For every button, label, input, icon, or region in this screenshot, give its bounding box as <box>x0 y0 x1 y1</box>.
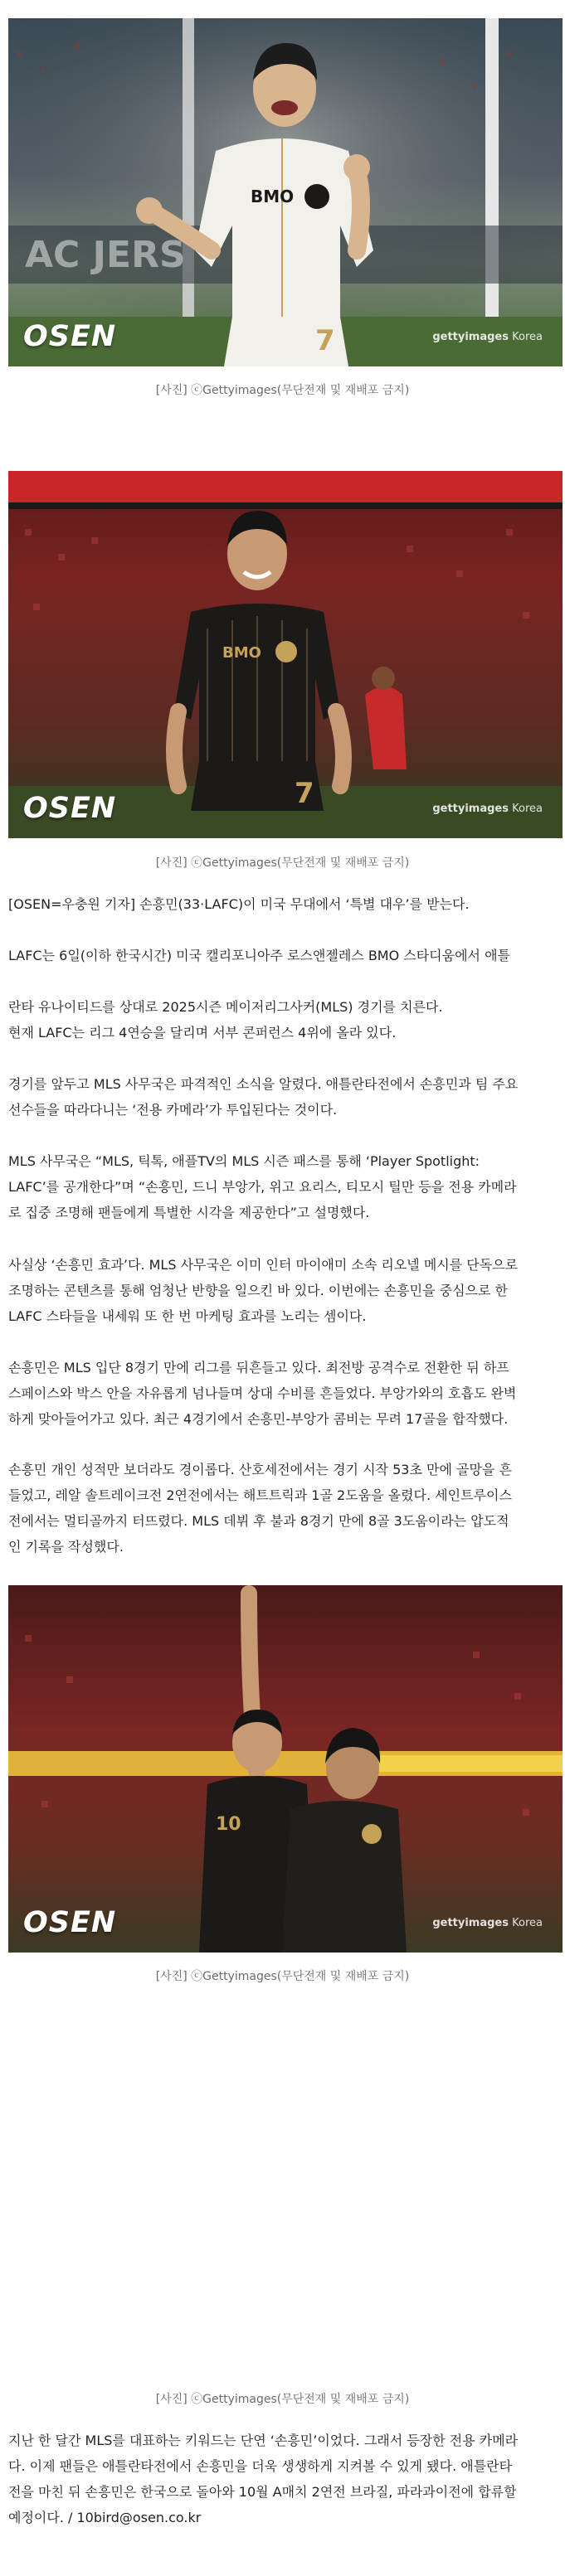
article-paragraph-3: 현재 LAFC는 리그 4연승을 달리며 서부 콘퍼런스 4위에 올라 있다. <box>8 1025 397 1041</box>
article-paragraph-1: [OSEN=우충원 기자] 손흥민(33·LAFC)이 미국 무대에서 ‘특별 대우’를 받는다. <box>8 896 470 912</box>
svg-text:7: 7 <box>295 777 314 810</box>
article-paragraph-9: 지난 한 달간 MLS를 대표하는 키워드는 단연 ‘손흥민’이었다. 그래서 등장한 전용 카메라 다. 이제 팬들은 애틀란타전에서 손흥민을 더욱 생생하게 지켜볼 수 있게 됐다. 애틀란타 전을 마친 뒤 손흥민은 한국으로 돌아와 10월 A매치 2연전 브라질, 파라과이전에 합류할 예정이다. / 10bird@osen.co.kr <box>8 2433 519 2525</box>
photo-caption-2: [사진] ⓒGettyimages(무단전재 및 재배포 금지) <box>155 856 410 870</box>
getty-watermark: gettyimages Korea <box>432 331 543 343</box>
getty-watermark: gettyimages Korea <box>432 1917 543 1929</box>
photo-caption-3: [사진] ⓒGettyimages(무단전재 및 재배포 금지) <box>155 1970 410 1983</box>
svg-text:BMO: BMO <box>251 187 295 206</box>
svg-text:10: 10 <box>216 1814 241 1835</box>
osen-watermark: OSEN <box>23 1906 117 1939</box>
article-paragraph-2: LAFC는 6일(이하 한국시간) 미국 캘리포니아주 로스앤젤레스 BMO 스타디움에서 애틀 란타 유나이티드를 상대로 2025시즌 메이저리그사커(MLS) 경기를 치른다. <box>8 948 511 1015</box>
article-photo-2 <box>8 471 563 838</box>
article-photo-4 <box>8 2006 563 2371</box>
article-paragraph-8: 손흥민 개인 성적만 보더라도 경이롭다. 산호세전에서는 경기 시작 53초 만에 골망을 흔 들었고, 레알 솔트레이크전 2연전에서는 해트트릭과 1골 2도움을 올렸다. 세인트루이스 전에서는 멀티골까지 터뜨렸다. MLS 데뷔 후 불과 8경기 만에 8골 3도움이라는 압도적 인 기록을 작성했다. <box>8 1462 512 1555</box>
article-paragraph-4: 경기를 앞두고 MLS 사무국은 파격적인 소식을 알렸다. 애틀란타전에서 손흥민과 팀 주요 선수들을 따라다니는 ‘전용 카메라’가 투입된다는 것이다. <box>8 1076 519 1118</box>
photo-1-image <box>8 18 563 366</box>
article-paragraph-7: 손흥민은 MLS 입단 8경기 만에 리그를 뒤흔들고 있다. 최전방 공격수로 전환한 뒤 하프 스페이스와 박스 안을 자유롭게 넘나들며 상대 수비를 흔들었다. 부앙가와의 호흡도 완벽 하게 맞아들어가고 있다. 최근 4경기에서 손흥민-부앙가 콤비는 무려 17골을 합작했다. <box>8 1360 517 1427</box>
osen-watermark: OSEN <box>23 320 117 353</box>
article-paragraph-6: 사실상 ‘손흥민 효과’다. MLS 사무국은 이미 인터 마이애미 소속 리오넬 메시를 단독으로 조명하는 콘텐츠를 통해 엄청난 반향을 일으킨 바 있다. 이번에는 손흥민을 중심으로 한 LAFC 스타들을 내세워 또 한 번 마케팅 효과를 노리는 셈이다. <box>8 1257 519 1324</box>
article-paragraph-5: MLS 사무국은 “MLS, 틱톡, 애플TV의 MLS 시즌 패스를 통해 ‘Player Spotlight: LAFC’를 공개한다”며 “손흥민, 드니 부앙가, 위고 요리스, 티모시 틸만 등을 전용 카메라 로 집중 조명해 팬들에게 특별한 시각을 제공한다”고 설명했다. <box>8 1153 517 1220</box>
article-photo-3 <box>8 1585 563 1953</box>
photo-caption-4: [사진] ⓒGettyimages(무단전재 및 재배포 금지) <box>155 2393 410 2406</box>
osen-watermark: OSEN <box>23 792 117 825</box>
svg-text:AC JERS: AC JERS <box>25 234 186 276</box>
photo-2-image <box>8 471 563 838</box>
photo-3-image <box>8 1585 563 1953</box>
getty-watermark: gettyimages Korea <box>432 803 543 815</box>
svg-text:7: 7 <box>315 324 335 357</box>
svg-text:BMO: BMO <box>222 644 261 662</box>
article-photo-1 <box>8 18 563 366</box>
photo-caption-1: [사진] ⓒGettyimages(무단전재 및 재배포 금지) <box>155 384 410 397</box>
